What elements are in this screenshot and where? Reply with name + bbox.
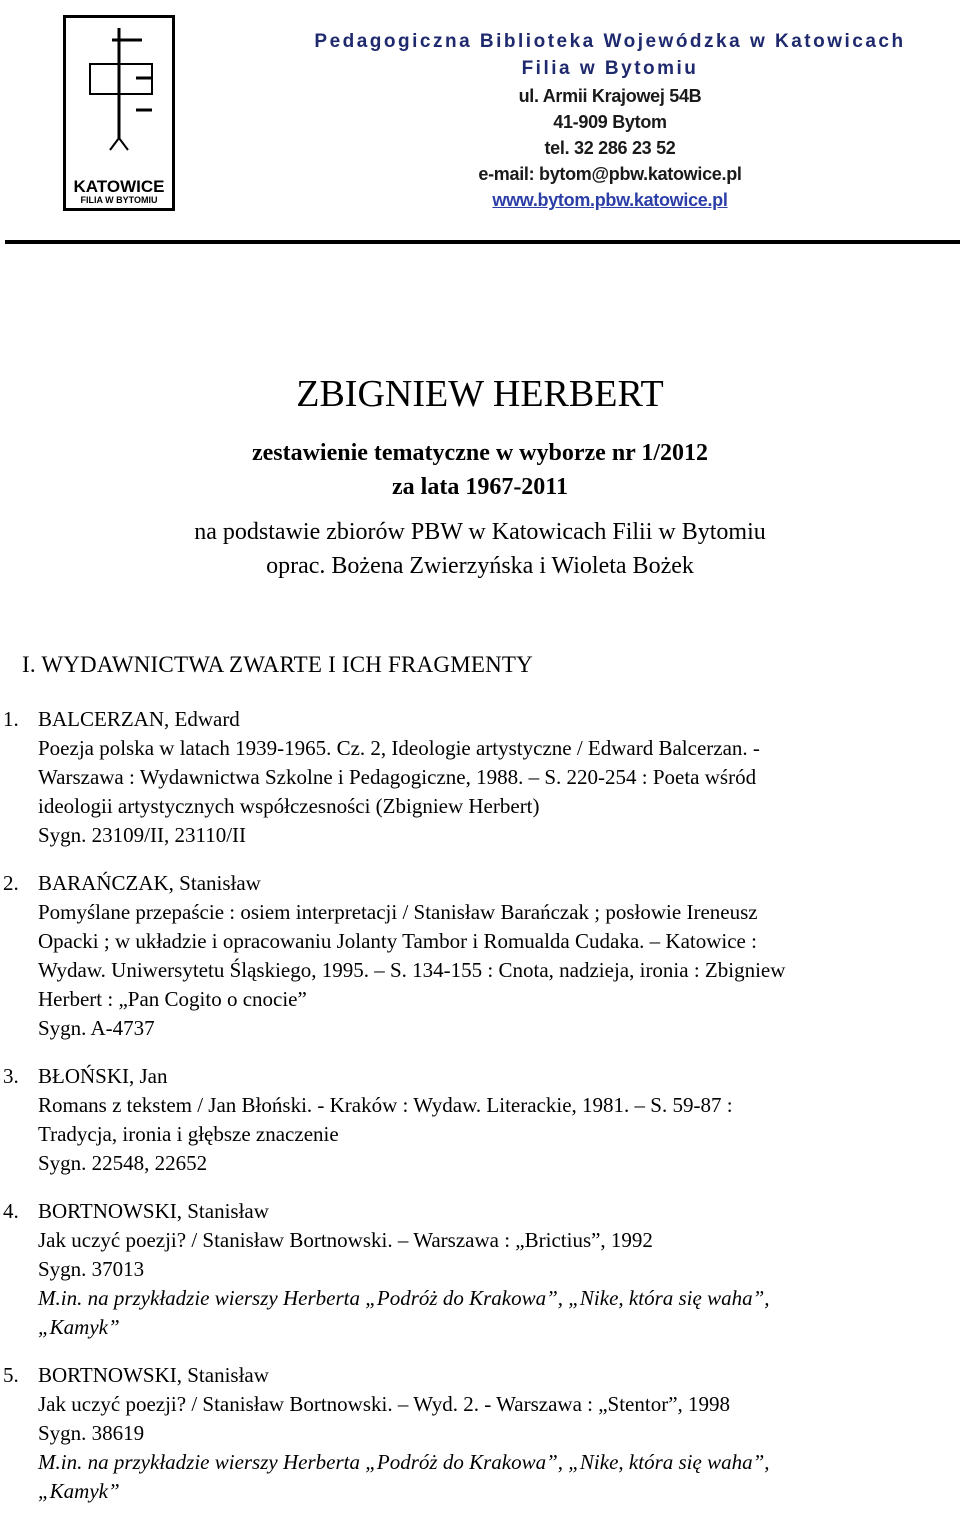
entry-line: Jak uczyć poezji? / Stanisław Bortnowski. – Wyd. 2. - Warszawa : „Stentor”, 1998	[38, 1392, 731, 1416]
subtitle-years: za lata 1967-2011	[392, 474, 568, 500]
list-item	[0, 869, 960, 1043]
branch-name: Filia w Bytomiu	[521, 58, 699, 79]
entry-author: BORTNOWSKI, Stanisław	[38, 1363, 269, 1387]
subtitle-source: na podstawie zbiorów PBW w Katowicach Filii w Bytomiu	[194, 519, 766, 545]
list-item	[0, 1361, 960, 1506]
bibliography-list	[0, 705, 960, 1525]
entry-line: Romans z tekstem / Jan Błoński. - Kraków : Wydaw. Literackie, 1981. – S. 59-87 :	[38, 1093, 733, 1117]
phone-number: tel. 32 286 23 52	[544, 138, 676, 158]
entry-number: 5.	[3, 1363, 19, 1387]
entry-call-number: Sygn. A-4737	[38, 1016, 155, 1040]
logo-subtitle: FILIA W BYTOMIU	[80, 195, 158, 205]
entry-note: M.in. na przykładzie wierszy Herberta „Podróż do Krakowa”, „Nike, która się waha”,	[38, 1450, 770, 1474]
street-address: ul. Armii Krajowej 54B	[518, 86, 702, 106]
document-title-block	[0, 372, 960, 583]
logo-title: KATOWICE	[73, 177, 165, 196]
entry-number: 3.	[3, 1064, 19, 1088]
website-link[interactable]: www.bytom.pbw.katowice.pl	[492, 190, 728, 210]
section-heading: I. WYDAWNICTWA ZWARTE I ICH FRAGMENTY	[22, 652, 533, 677]
entry-line: Pomyślane przepaście : osiem interpretacji / Stanisław Barańczak ; posłowie Ireneusz	[38, 900, 758, 924]
entry-author: BALCERZAN, Edward	[38, 707, 240, 731]
entry-author: BARAŃCZAK, Stanisław	[38, 871, 261, 895]
entry-line: ideologii artystycznych współczesności (Zbigniew Herbert)	[38, 794, 540, 818]
entry-number: 2.	[3, 871, 19, 895]
entry-line: Warszawa : Wydawnictwa Szkolne i Pedagogiczne, 1988. – S. 220-254 : Poeta wśród	[38, 765, 757, 789]
entry-line: Jak uczyć poezji? / Stanisław Bortnowski. – Warszawa : „Brictius”, 1992	[38, 1228, 653, 1252]
list-item	[0, 1197, 960, 1342]
entry-number: 4.	[3, 1199, 19, 1223]
page-title: ZBIGNIEW HERBERT	[296, 373, 664, 415]
library-contact-header	[260, 28, 960, 213]
library-logo	[63, 15, 175, 211]
entry-number: 1.	[3, 707, 19, 731]
entry-note: M.in. na przykładzie wierszy Herberta „Podróż do Krakowa”, „Nike, która się waha”,	[38, 1286, 770, 1310]
entry-author: BŁOŃSKI, Jan	[38, 1064, 168, 1088]
list-item	[0, 705, 960, 850]
entry-line: Opacki ; w układzie i opracowaniu Jolanty Tambor i Romualda Cudaka. – Katowice :	[38, 929, 757, 953]
entry-note: „Kamyk”	[38, 1479, 120, 1503]
entry-line: Wydaw. Uniwersytetu Śląskiego, 1995. – S. 134-155 : Cnota, nadzieja, ironia : Zbigniew	[38, 958, 786, 982]
header-divider	[5, 240, 960, 244]
postal-address: 41-909 Bytom	[553, 112, 667, 132]
entry-note: „Kamyk”	[38, 1315, 120, 1339]
subtitle-list-number: zestawienie tematyczne w wyborze nr 1/2012	[251, 440, 709, 466]
entry-line: Herbert : „Pan Cogito o cnocie”	[38, 987, 307, 1011]
entry-line: Tradycja, ironia i głębsze znaczenie	[38, 1122, 339, 1146]
email-address[interactable]: e-mail: bytom@pbw.katowice.pl	[478, 164, 742, 184]
institution-name: Pedagogiczna Biblioteka Wojewódzka w Katowicach	[314, 31, 906, 52]
list-item	[0, 1062, 960, 1178]
entry-call-number: Sygn. 23109/II, 23110/II	[38, 823, 247, 847]
entry-call-number: Sygn. 38619	[38, 1421, 145, 1445]
entry-call-number: Sygn. 37013	[38, 1257, 145, 1281]
entry-author: BORTNOWSKI, Stanisław	[38, 1199, 269, 1223]
entry-call-number: Sygn. 22548, 22652	[38, 1151, 208, 1175]
entry-line: Poezja polska w latach 1939-1965. Cz. 2, Ideologie artystyczne / Edward Balcerzan. -	[38, 736, 760, 760]
subtitle-authors: oprac. Bożena Zwierzyńska i Wioleta Bożek	[266, 553, 694, 579]
